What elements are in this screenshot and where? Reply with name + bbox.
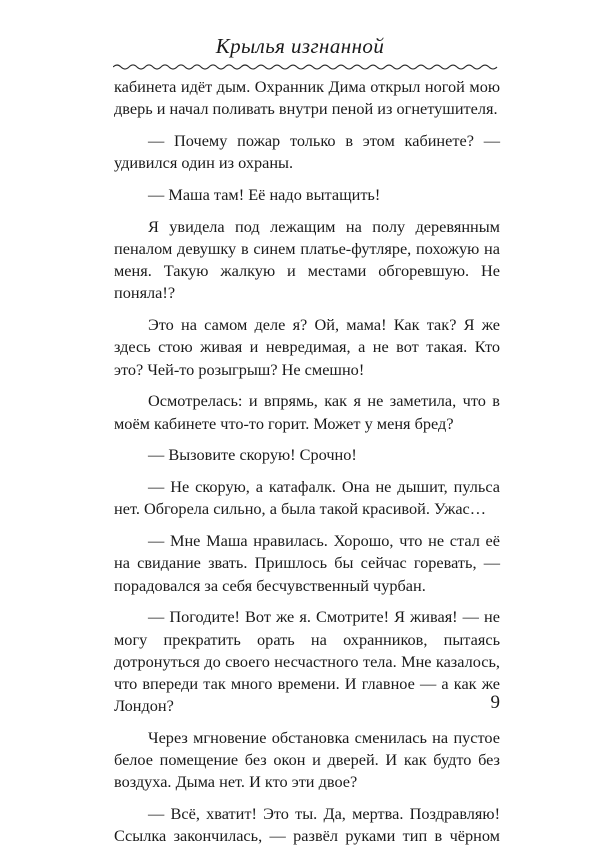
paragraph: Я увидела под лежащим на полу деревянным пеналом девушку в синем платье-футляре, похожую на меня. Такую жалкую и местами обгоревшую. Не поняла!?	[114, 216, 500, 303]
paragraph: Это на самом деле я? Ой, мама! Как так? Я же здесь стою живая и невредимая, а не вот такая. Кто это? Чей-то розыгрыш? Не смешно!	[114, 315, 500, 379]
body-text	[114, 76, 500, 848]
paragraph: — Мне Маша нравилась. Хорошо, что не стал её на свидание звать. Пришлось бы сейчас горевать, — порадовался за себя бесчувственный чурбан.	[114, 531, 500, 595]
paragraph: — Всё, хватит! Это ты. Да, мертва. Поздравляю! Ссылка закончилась, — развёл руками тип в чёрном	[114, 804, 500, 846]
wavy-rule-ornament	[113, 62, 499, 72]
paragraph: кабинета идёт дым. Охранник Дима открыл ногой мою дверь и начал поливать внутри пеной из огнетушителя.	[114, 77, 500, 119]
running-title: Крылья изгнанной	[215, 34, 385, 58]
paragraph: — Не скорую, а катафалк. Она не дышит, пульса нет. Обгорела сильно, а была такой красивой. Ужас…	[114, 477, 500, 519]
paragraph: — Почему пожар только в этом кабинете? — удивился один из охраны.	[114, 131, 500, 173]
paragraph: Через мгновение обстановка сменилась на пустое белое помещение без окон и дверей. И как будто без воздуха. Дыма нет. И кто эти двое?	[114, 728, 500, 792]
paragraph: — Вызовите скорую! Срочно!	[148, 445, 357, 465]
paragraph: — Маша там! Её надо вытащить!	[148, 185, 381, 204]
paragraph: — Погодите! Вот же я. Смотрите! Я живая! — не могу прекратить орать на охранников, пытаясь дотронуться до своего несчастного тела. Мне казалось, что впереди так много времени. И главное — а как же Лондон?	[114, 607, 500, 716]
page-number: 9	[490, 692, 500, 713]
paragraph: Осмотрелась: и впрямь, как я не заметила, что в моём кабинете что-то горит. Может у меня бред?	[114, 391, 500, 433]
running-header	[0, 34, 600, 58]
